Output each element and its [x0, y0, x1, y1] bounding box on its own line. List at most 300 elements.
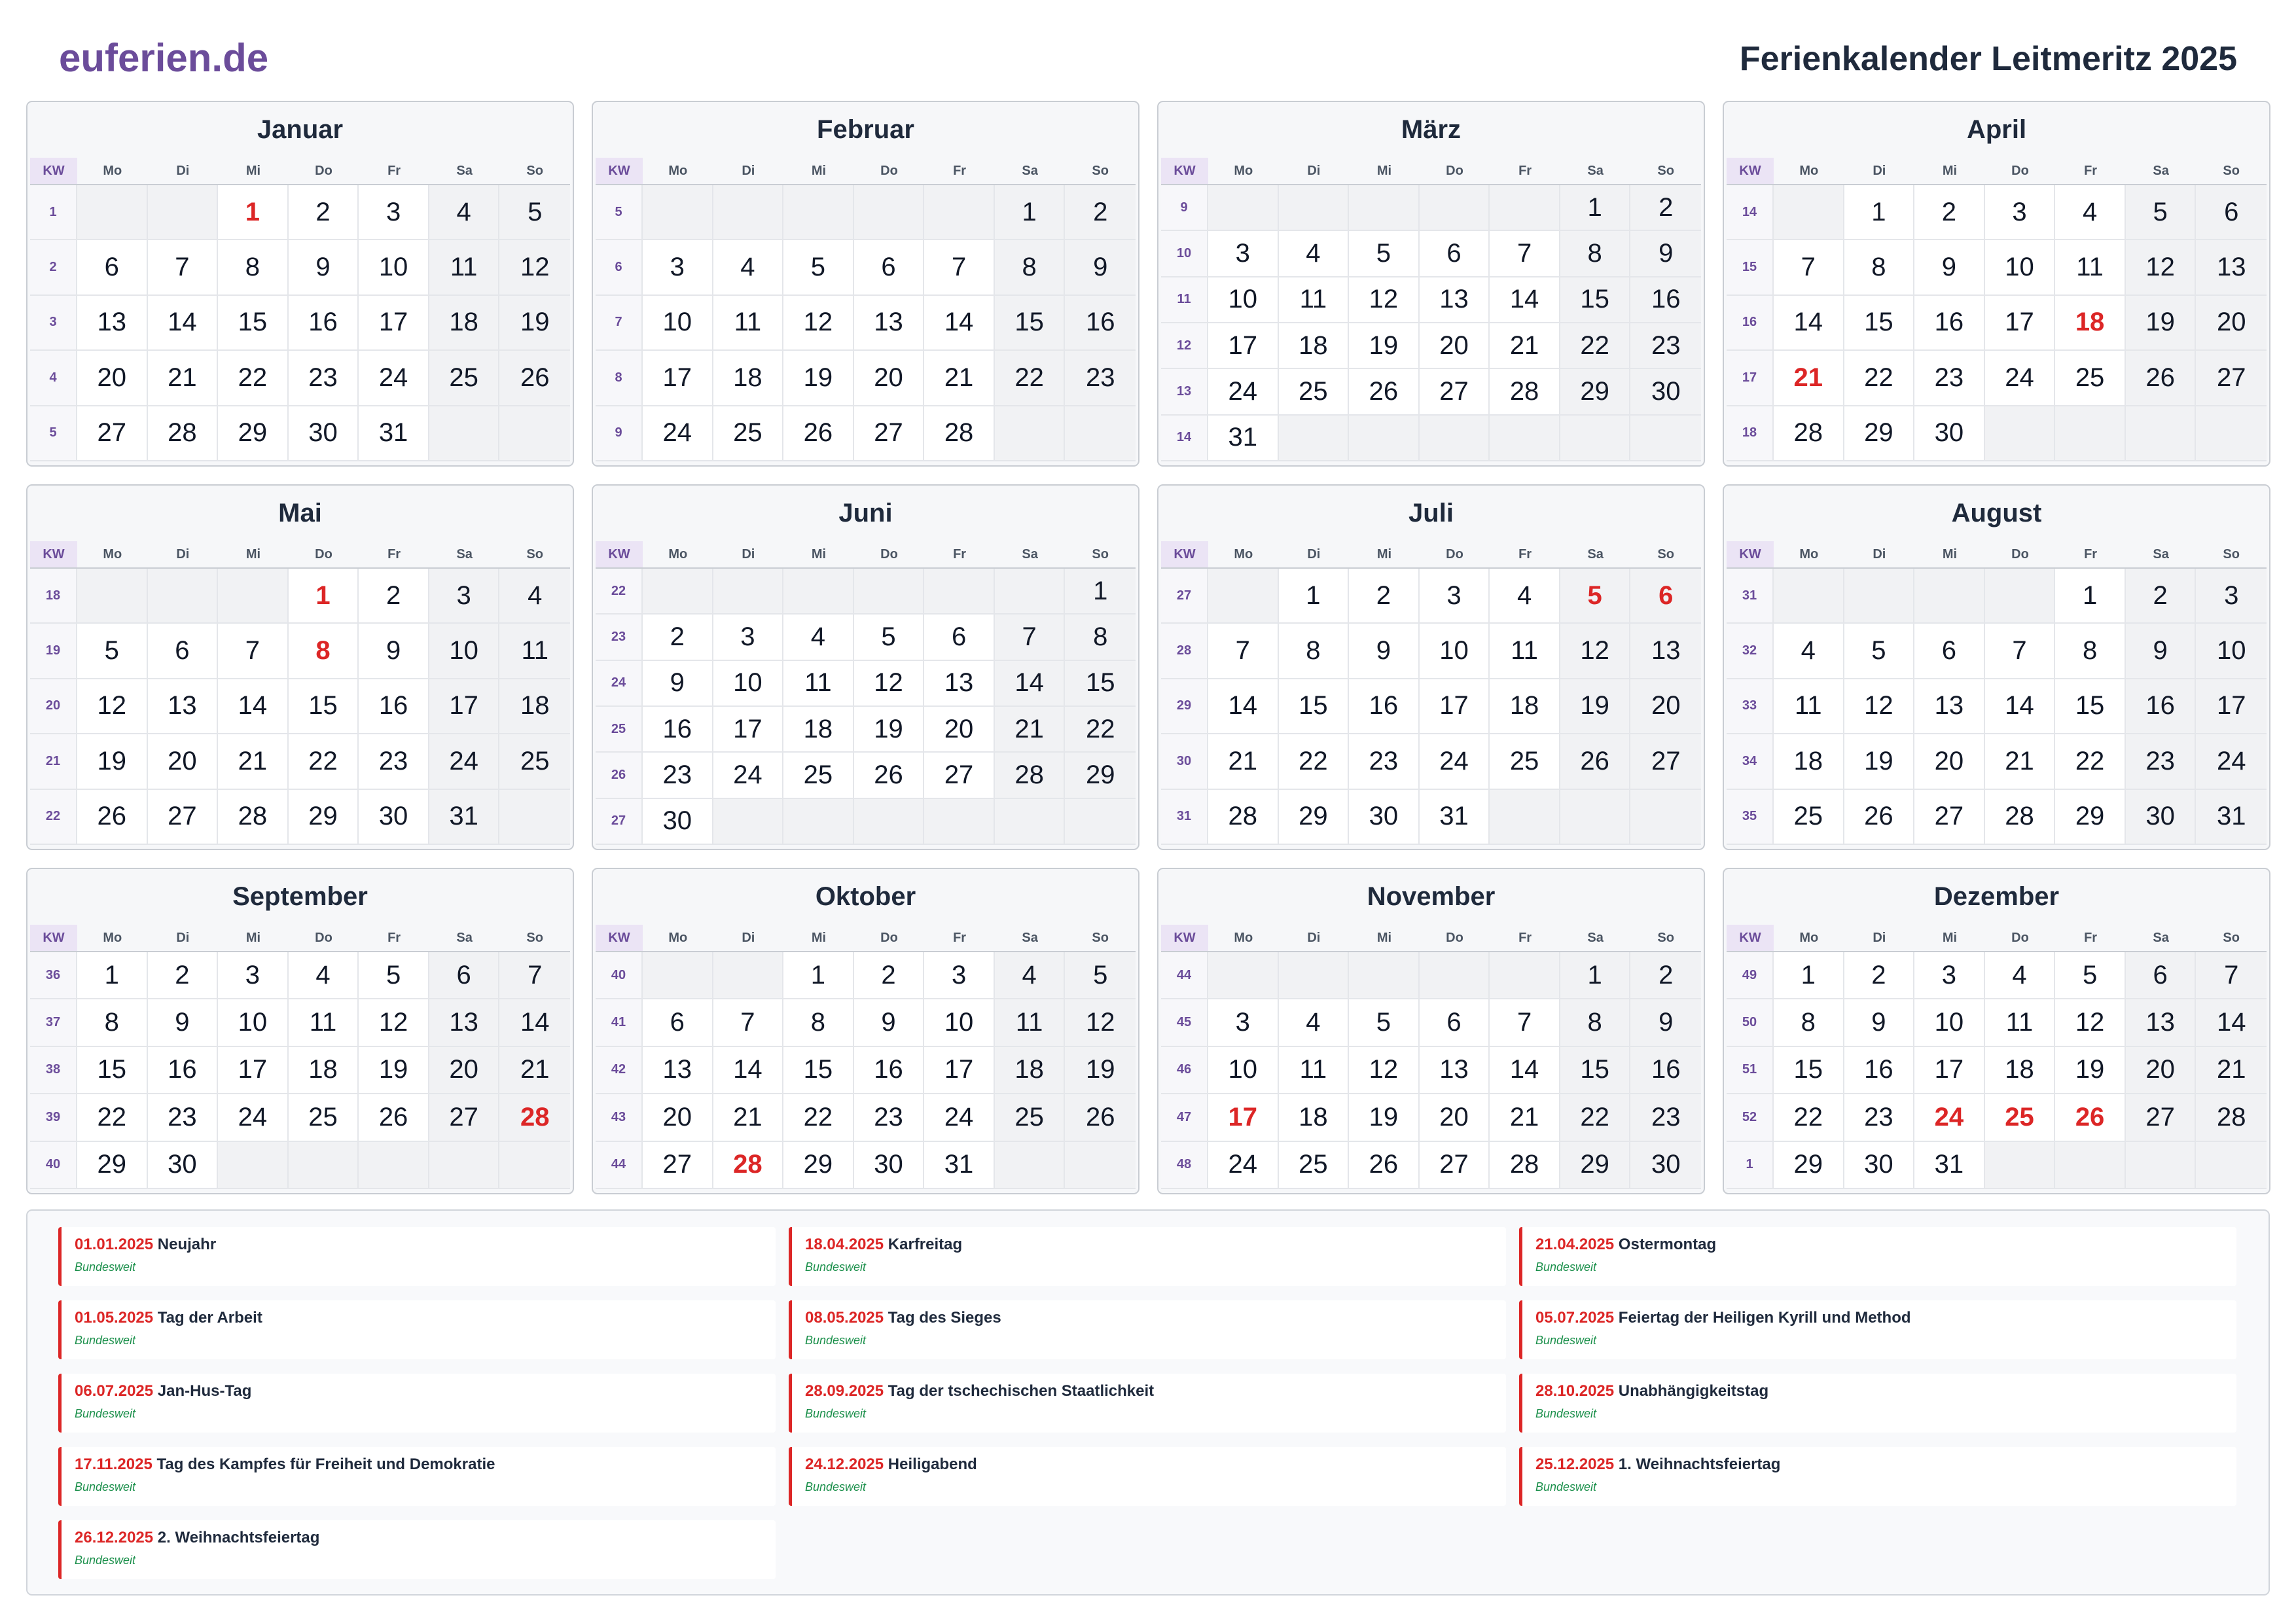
day-cell: 9	[1630, 999, 1701, 1046]
calendar-week-cell: 45	[1161, 999, 1208, 1046]
day-cell: 16	[1349, 679, 1420, 734]
empty-day-cell	[1914, 569, 1985, 624]
day-cell: 13	[643, 1047, 713, 1094]
calendar-week-cell: 43	[596, 1094, 643, 1141]
weekday-header: Sa	[2153, 546, 2169, 562]
holiday-date: 01.01.2025	[75, 1236, 154, 1253]
day-cell: 2	[1630, 952, 1701, 999]
kw-header: KW	[30, 541, 77, 567]
day-cell: 10	[1420, 624, 1490, 679]
month-panel	[26, 484, 574, 850]
kw-header: KW	[596, 158, 643, 184]
day-cell: 2	[359, 569, 429, 624]
day-cell: 5	[854, 615, 925, 660]
calendar-week-cell: 21	[30, 734, 77, 789]
day-cell: 30	[1914, 406, 1985, 461]
day-cell: 6	[854, 240, 925, 295]
day-cell: 4	[499, 569, 570, 624]
day-cell: 7	[1490, 231, 1560, 277]
weekday-header: So	[2223, 163, 2240, 178]
weekday-header: Di	[1873, 930, 1886, 945]
holiday-title-line	[1535, 1456, 2236, 1473]
site-logo: euferien.de	[59, 36, 269, 80]
empty-day-cell	[1774, 185, 1844, 240]
day-cell: 11	[1985, 999, 2056, 1046]
weekday-header: Mo	[103, 930, 122, 945]
kw-header: KW	[596, 541, 643, 567]
kw-header: KW	[1727, 925, 1774, 951]
weekday-header: Di	[176, 163, 190, 178]
holiday-title-line	[805, 1236, 1506, 1253]
day-cell: 24	[2196, 734, 2267, 789]
holiday-item	[58, 1227, 776, 1286]
day-cell: 11	[499, 624, 570, 679]
day-cell: 24	[713, 753, 784, 798]
holiday-name: 1. Weihnachtsfeiertag	[1618, 1455, 1781, 1473]
calendar-week-cell: 36	[30, 952, 77, 999]
day-cell: 5	[2055, 952, 2126, 999]
day-cell: 23	[359, 734, 429, 789]
calendar-week-cell: 37	[30, 999, 77, 1046]
empty-day-cell	[713, 569, 784, 615]
month-panel	[1723, 484, 2270, 850]
empty-day-cell	[218, 569, 289, 624]
day-cell: 14	[1208, 679, 1279, 734]
holiday-item	[1519, 1227, 2236, 1286]
day-cell: 7	[1490, 999, 1560, 1046]
month-days-grid	[30, 569, 570, 845]
calendar-week-cell: 9	[596, 406, 643, 461]
day-cell: 26	[1065, 1094, 1136, 1141]
day-cell: 26	[783, 406, 854, 461]
day-cell: 7	[218, 624, 289, 679]
day-cell: 22	[1774, 1094, 1844, 1141]
weekday-header: Fr	[1518, 546, 1532, 562]
day-cell: 17	[429, 679, 500, 734]
holiday-name: Tag des Kampfes für Freiheit und Demokratie	[156, 1455, 495, 1473]
day-cell: 25	[1279, 1142, 1350, 1189]
holiday-date: 26.12.2025	[75, 1529, 154, 1546]
day-cell: 9	[148, 999, 219, 1046]
empty-day-cell	[713, 799, 784, 845]
day-cell: 23	[289, 351, 359, 406]
day-cell: 21	[713, 1094, 784, 1141]
day-cell: 11	[783, 661, 854, 707]
empty-day-cell	[499, 1142, 570, 1189]
month-days-grid	[1727, 185, 2267, 461]
day-cell: 6	[2196, 185, 2267, 240]
day-cell: 31	[924, 1142, 995, 1189]
day-cell: 14	[713, 1047, 784, 1094]
day-cell: 1	[1560, 185, 1631, 231]
day-cell: 9	[1630, 231, 1701, 277]
holiday-name: Tag des Sieges	[888, 1309, 1001, 1327]
day-cell: 5	[2126, 185, 2197, 240]
kw-header: KW	[596, 925, 643, 951]
empty-day-cell	[1349, 952, 1420, 999]
day-cell: 2	[1065, 185, 1136, 240]
day-cell: 4	[1774, 624, 1844, 679]
holiday-date: 24.12.2025	[805, 1455, 884, 1473]
weekday-header-row	[1727, 158, 2267, 185]
empty-day-cell	[1349, 416, 1420, 461]
empty-day-cell	[1560, 790, 1631, 845]
holiday-day-cell: 18	[2055, 296, 2126, 351]
empty-day-cell	[854, 185, 925, 240]
weekday-header: Mo	[103, 163, 122, 178]
holiday-date: 17.11.2025	[75, 1455, 152, 1473]
day-cell: 15	[1279, 679, 1350, 734]
day-cell: 29	[783, 1142, 854, 1189]
day-cell: 10	[359, 240, 429, 295]
calendar-week-cell: 22	[30, 790, 77, 845]
day-cell: 18	[1279, 1094, 1350, 1141]
calendar-week-cell: 16	[1727, 296, 1774, 351]
day-cell: 20	[643, 1094, 713, 1141]
day-cell: 13	[148, 679, 219, 734]
weekday-header: Mo	[668, 546, 688, 562]
calendar-week-cell: 8	[596, 351, 643, 406]
day-cell: 13	[854, 296, 925, 351]
calendar-week-cell: 12	[1161, 323, 1208, 369]
weekday-header: Di	[742, 930, 755, 945]
holiday-region: Bundesweit	[1535, 1260, 1597, 1274]
day-cell: 7	[1985, 624, 2056, 679]
day-cell: 18	[289, 1047, 359, 1094]
day-cell: 17	[924, 1047, 995, 1094]
day-cell: 2	[1349, 569, 1420, 624]
day-cell: 8	[1279, 624, 1350, 679]
day-cell: 16	[1914, 296, 1985, 351]
day-cell: 19	[1349, 1094, 1420, 1141]
weekday-header: Di	[1873, 163, 1886, 178]
empty-day-cell	[1985, 406, 2056, 461]
weekday-header: So	[2223, 930, 2240, 945]
day-cell: 17	[1914, 1047, 1985, 1094]
holiday-region: Bundesweit	[1535, 1480, 1597, 1493]
day-cell: 19	[2055, 1047, 2126, 1094]
calendar-week-cell: 35	[1727, 790, 1774, 845]
day-cell: 11	[1490, 624, 1560, 679]
calendar-week-cell: 38	[30, 1047, 77, 1094]
day-cell: 1	[77, 952, 148, 999]
day-cell: 28	[2196, 1094, 2267, 1141]
holiday-region: Bundesweit	[805, 1407, 867, 1420]
day-cell: 4	[429, 185, 500, 240]
empty-day-cell	[995, 569, 1066, 615]
holiday-item	[789, 1227, 1506, 1286]
weekday-header: Mi	[1376, 930, 1392, 945]
day-cell: 22	[1560, 1094, 1631, 1141]
day-cell: 31	[1914, 1142, 1985, 1189]
month-title: Juni	[838, 499, 893, 527]
day-cell: 17	[1420, 679, 1490, 734]
weekday-header: Do	[2011, 930, 2029, 945]
calendar-week-cell: 19	[30, 624, 77, 679]
holiday-title-line	[1535, 1310, 2236, 1327]
day-cell: 19	[1349, 323, 1420, 369]
weekday-header: Mo	[1799, 163, 1819, 178]
day-cell: 22	[1560, 323, 1631, 369]
holiday-item	[1519, 1447, 2236, 1506]
weekday-header: Sa	[456, 930, 473, 945]
day-cell: 15	[2055, 679, 2126, 734]
day-cell: 31	[1420, 790, 1490, 845]
day-cell: 13	[1420, 277, 1490, 323]
empty-day-cell	[1208, 952, 1279, 999]
day-cell: 28	[924, 406, 995, 461]
day-cell: 3	[359, 185, 429, 240]
day-cell: 21	[1985, 734, 2056, 789]
calendar-week-cell: 22	[596, 569, 643, 615]
day-cell: 5	[1065, 952, 1136, 999]
day-cell: 17	[2196, 679, 2267, 734]
weekday-header: Sa	[456, 163, 473, 178]
calendar-week-cell: 39	[30, 1094, 77, 1141]
day-cell: 23	[1844, 1094, 1915, 1141]
month-days-grid	[1161, 952, 1701, 1189]
day-cell: 5	[783, 240, 854, 295]
day-cell: 20	[854, 351, 925, 406]
weekday-header: Fr	[387, 930, 401, 945]
day-cell: 10	[1914, 999, 1985, 1046]
day-cell: 10	[643, 296, 713, 351]
day-cell: 25	[289, 1094, 359, 1141]
day-cell: 14	[995, 661, 1066, 707]
day-cell: 9	[359, 624, 429, 679]
day-cell: 5	[1844, 624, 1915, 679]
empty-day-cell	[1208, 569, 1279, 624]
month-panel	[1723, 868, 2270, 1194]
day-cell: 12	[854, 661, 925, 707]
day-cell: 27	[77, 406, 148, 461]
day-cell: 9	[1349, 624, 1420, 679]
empty-day-cell	[1349, 185, 1420, 231]
calendar-week-cell: 49	[1727, 952, 1774, 999]
weekday-header-row	[1161, 925, 1701, 952]
day-cell: 26	[1560, 734, 1631, 789]
day-cell: 16	[643, 707, 713, 753]
day-cell: 30	[643, 799, 713, 845]
day-cell: 11	[2055, 240, 2126, 295]
day-cell: 16	[148, 1047, 219, 1094]
day-cell: 26	[359, 1094, 429, 1141]
empty-day-cell	[289, 1142, 359, 1189]
day-cell: 29	[2055, 790, 2126, 845]
holiday-region: Bundesweit	[805, 1260, 867, 1274]
day-cell: 29	[1279, 790, 1350, 845]
month-panel	[1157, 868, 1705, 1194]
day-cell: 19	[2126, 296, 2197, 351]
calendar-week-cell: 27	[1161, 569, 1208, 624]
calendar-week-cell: 17	[1727, 351, 1774, 406]
month-title: September	[232, 882, 368, 911]
calendar-week-cell: 6	[596, 240, 643, 295]
day-cell: 20	[1630, 679, 1701, 734]
calendar-week-cell: 5	[30, 406, 77, 461]
day-cell: 30	[1630, 1142, 1701, 1189]
day-cell: 13	[77, 296, 148, 351]
day-cell: 21	[2196, 1047, 2267, 1094]
day-cell: 6	[1420, 231, 1490, 277]
day-cell: 7	[924, 240, 995, 295]
holiday-region: Bundesweit	[75, 1554, 136, 1567]
day-cell: 3	[1208, 231, 1279, 277]
day-cell: 22	[1279, 734, 1350, 789]
calendar-week-cell: 26	[596, 753, 643, 798]
day-cell: 23	[1065, 351, 1136, 406]
day-cell: 22	[995, 351, 1066, 406]
day-cell: 29	[1560, 369, 1631, 415]
day-cell: 18	[1490, 679, 1560, 734]
month-title: November	[1367, 882, 1496, 911]
day-cell: 4	[995, 952, 1066, 999]
calendar-week-cell: 31	[1727, 569, 1774, 624]
holiday-name: Tag der tschechischen Staatlichkeit	[888, 1382, 1155, 1400]
day-cell: 10	[1985, 240, 2056, 295]
empty-day-cell	[77, 185, 148, 240]
calendar-week-cell: 44	[596, 1142, 643, 1189]
day-cell: 20	[1420, 323, 1490, 369]
empty-day-cell	[1420, 416, 1490, 461]
holiday-name: Neujahr	[157, 1236, 217, 1253]
weekday-header: Sa	[2153, 930, 2169, 945]
day-cell: 21	[1208, 734, 1279, 789]
calendar-week-cell: 40	[596, 952, 643, 999]
day-cell: 21	[148, 351, 219, 406]
weekday-header: Mi	[1942, 930, 1958, 945]
holiday-legend	[26, 1209, 2270, 1596]
day-cell: 1	[1560, 952, 1631, 999]
day-cell: 29	[1065, 753, 1136, 798]
day-cell: 15	[77, 1047, 148, 1094]
holiday-name: Ostermontag	[1618, 1236, 1717, 1253]
calendar-week-cell: 3	[30, 296, 77, 351]
month-days-grid	[1727, 569, 2267, 845]
empty-day-cell	[995, 1142, 1066, 1189]
weekday-header-row	[1161, 541, 1701, 569]
day-cell: 5	[1349, 231, 1420, 277]
day-cell: 15	[1774, 1047, 1844, 1094]
day-cell: 1	[1844, 185, 1915, 240]
empty-day-cell	[643, 952, 713, 999]
day-cell: 30	[1844, 1142, 1915, 1189]
weekday-header: Fr	[953, 930, 967, 945]
day-cell: 3	[643, 240, 713, 295]
holiday-day-cell: 5	[1560, 569, 1631, 624]
calendar-week-cell: 52	[1727, 1094, 1774, 1141]
weekday-header: Di	[1307, 163, 1321, 178]
day-cell: 24	[1420, 734, 1490, 789]
month-days-grid	[30, 185, 570, 461]
day-cell: 4	[1279, 231, 1350, 277]
day-cell: 17	[1985, 296, 2056, 351]
calendar-week-cell: 1	[1727, 1142, 1774, 1189]
weekday-header: Do	[880, 546, 898, 562]
day-cell: 14	[2196, 999, 2267, 1046]
day-cell: 19	[359, 1047, 429, 1094]
empty-day-cell	[1630, 790, 1701, 845]
day-cell: 16	[854, 1047, 925, 1094]
weekday-header: Mi	[811, 163, 827, 178]
month-panel	[592, 868, 1139, 1194]
calendar-week-cell: 51	[1727, 1047, 1774, 1094]
holiday-date: 28.09.2025	[805, 1382, 884, 1400]
holiday-title-line	[805, 1456, 1506, 1473]
weekday-header: Fr	[2084, 163, 2098, 178]
day-cell: 27	[429, 1094, 500, 1141]
calendar-week-cell: 48	[1161, 1142, 1208, 1189]
month-title: Januar	[257, 115, 344, 144]
day-cell: 2	[148, 952, 219, 999]
weekday-header: Di	[176, 930, 190, 945]
weekday-header: Di	[1307, 930, 1321, 945]
day-cell: 29	[1774, 1142, 1844, 1189]
calendar-week-cell: 44	[1161, 952, 1208, 999]
day-cell: 3	[1208, 999, 1279, 1046]
calendar-week-cell: 1	[30, 185, 77, 240]
calendar-week-cell: 50	[1727, 999, 1774, 1046]
month-days-grid	[1161, 569, 1701, 845]
day-cell: 27	[2196, 351, 2267, 406]
day-cell: 14	[1985, 679, 2056, 734]
day-cell: 22	[1065, 707, 1136, 753]
day-cell: 25	[429, 351, 500, 406]
weekday-header: Sa	[1587, 163, 1604, 178]
day-cell: 24	[1208, 1142, 1279, 1189]
weekday-header: Fr	[387, 546, 401, 562]
day-cell: 1	[995, 185, 1066, 240]
day-cell: 2	[289, 185, 359, 240]
month-title: Dezember	[1933, 882, 2060, 911]
day-cell: 29	[289, 790, 359, 845]
weekday-header: Mi	[811, 930, 827, 945]
day-cell: 29	[1560, 1142, 1631, 1189]
day-cell: 29	[218, 406, 289, 461]
day-cell: 20	[1914, 734, 1985, 789]
day-cell: 8	[218, 240, 289, 295]
holiday-title-line	[75, 1456, 776, 1473]
weekday-header: Fr	[1518, 930, 1532, 945]
day-cell: 27	[2126, 1094, 2197, 1141]
day-cell: 22	[2055, 734, 2126, 789]
day-cell: 27	[1420, 369, 1490, 415]
calendar-week-cell: 25	[596, 707, 643, 753]
empty-day-cell	[218, 1142, 289, 1189]
day-cell: 8	[2055, 624, 2126, 679]
day-cell: 9	[854, 999, 925, 1046]
day-cell: 11	[1774, 679, 1844, 734]
day-cell: 28	[1208, 790, 1279, 845]
day-cell: 23	[1630, 323, 1701, 369]
page-title: Ferienkalender Leitmeritz 2025	[1739, 40, 2237, 78]
holiday-name: 2. Weihnachtsfeiertag	[157, 1529, 320, 1546]
day-cell: 6	[1914, 624, 1985, 679]
empty-day-cell	[2055, 1142, 2126, 1189]
day-cell: 8	[1560, 231, 1631, 277]
calendar-week-cell: 42	[596, 1047, 643, 1094]
holiday-title-line	[805, 1310, 1506, 1327]
weekday-header: Do	[2011, 546, 2029, 562]
day-cell: 4	[783, 615, 854, 660]
day-cell: 26	[1349, 1142, 1420, 1189]
calendar-week-cell: 18	[30, 569, 77, 624]
weekday-header: Do	[1446, 546, 1463, 562]
empty-day-cell	[2126, 406, 2197, 461]
weekday-header: Mo	[1799, 930, 1819, 945]
weekday-header: So	[1092, 546, 1109, 562]
month-title: Juli	[1408, 499, 1454, 527]
